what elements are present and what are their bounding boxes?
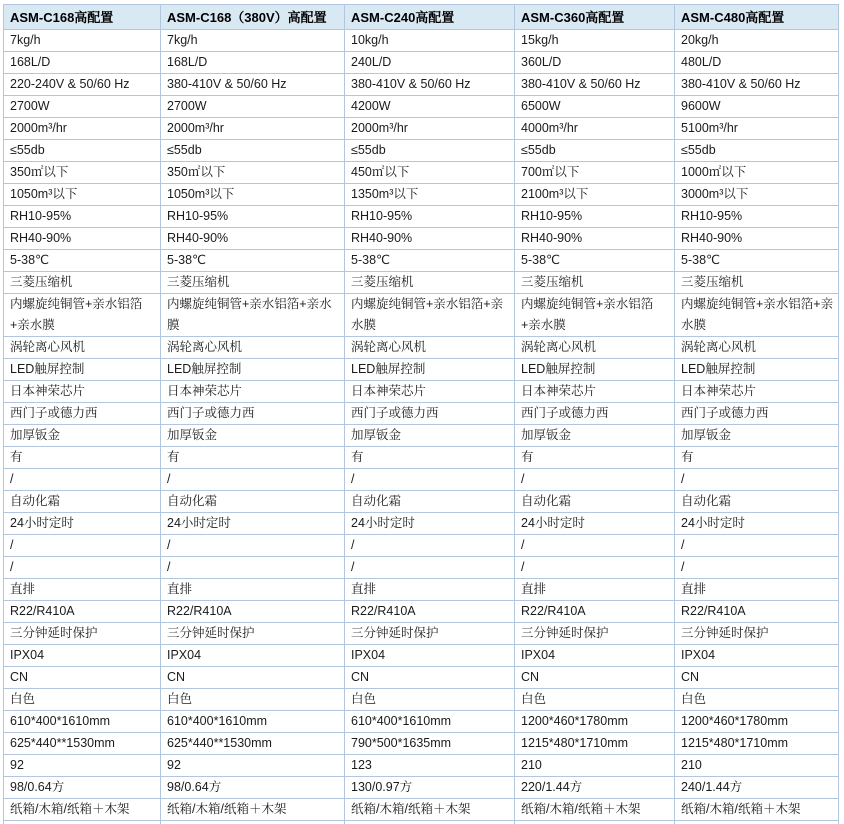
table-cell[interactable]: 内螺旋纯铜管+亲水铝箔+亲水膜 bbox=[345, 294, 515, 337]
table-cell[interactable]: / bbox=[161, 557, 345, 579]
table-cell[interactable]: / bbox=[345, 557, 515, 579]
table-row bbox=[4, 557, 839, 579]
table-cell[interactable]: / bbox=[345, 535, 515, 557]
table-cell[interactable]: 380-410V & 50/60 Hz bbox=[345, 74, 515, 96]
table-cell[interactable]: 9600W bbox=[675, 96, 839, 118]
table-cell[interactable]: RH40-90% bbox=[675, 228, 839, 250]
table-cell[interactable]: R22/R410A bbox=[345, 601, 515, 623]
table-cell[interactable]: 24小时定时 bbox=[675, 513, 839, 535]
table-cell[interactable]: 360L/D bbox=[515, 52, 675, 74]
table-cell[interactable]: CN bbox=[161, 667, 345, 689]
table-cell[interactable]: CN bbox=[4, 667, 161, 689]
table-cell[interactable]: 有 bbox=[4, 447, 161, 469]
table-cell[interactable]: 1200*460*1780mm bbox=[515, 711, 675, 733]
table-cell[interactable]: RH10-95% bbox=[161, 206, 345, 228]
table-cell[interactable]: 1350m³以下 bbox=[345, 184, 515, 206]
table-cell[interactable]: RH40-90% bbox=[161, 228, 345, 250]
table-row bbox=[4, 645, 839, 667]
table-cell[interactable]: 625*440**1530mm bbox=[4, 733, 161, 755]
table-cell[interactable]: 15kg/h bbox=[515, 30, 675, 52]
table-cell[interactable]: 内螺旋纯铜管+亲水铝箔+亲水膜 bbox=[515, 294, 675, 337]
table-cell[interactable]: / bbox=[515, 469, 675, 491]
table-cell[interactable]: 6500W bbox=[515, 96, 675, 118]
table-cell[interactable]: 123 bbox=[345, 755, 515, 777]
table-row bbox=[4, 96, 839, 118]
table-row bbox=[4, 777, 839, 799]
table-cell[interactable]: 220-240V & 50/60 Hz bbox=[4, 74, 161, 96]
table-cell[interactable]: 2000m³/hr bbox=[345, 118, 515, 140]
table-header-row bbox=[4, 5, 839, 30]
table-cell[interactable]: 610*400*1610mm bbox=[345, 711, 515, 733]
table-cell[interactable]: 涡轮离心风机 bbox=[4, 337, 161, 359]
table-cell[interactable]: 98/0.64方 bbox=[4, 777, 161, 799]
table-row bbox=[4, 403, 839, 425]
table-cell[interactable]: 480L/D bbox=[675, 52, 839, 74]
table-cell[interactable]: 350㎡以下 bbox=[4, 162, 161, 184]
table-row bbox=[4, 711, 839, 733]
table-cell[interactable]: 220/1.44方 bbox=[515, 777, 675, 799]
table-cell[interactable]: 98/0.64方 bbox=[161, 777, 345, 799]
table-cell[interactable]: 三菱压缩机 bbox=[161, 272, 345, 294]
table-cell[interactable]: 2700W bbox=[161, 96, 345, 118]
table-cell[interactable]: 加厚钣金 bbox=[515, 425, 675, 447]
table-cell[interactable]: CN bbox=[675, 667, 839, 689]
table-cell[interactable]: 1200*460*1780mm bbox=[675, 711, 839, 733]
table-cell[interactable]: IPX04 bbox=[675, 645, 839, 667]
table-row bbox=[4, 118, 839, 140]
table-cell[interactable]: 加厚钣金 bbox=[675, 425, 839, 447]
table-cell[interactable]: 西门子或德力西 bbox=[4, 403, 161, 425]
table-cell[interactable]: 内螺旋纯铜管+亲水铝箔+亲水膜 bbox=[161, 294, 345, 337]
table-cell[interactable]: 有 bbox=[345, 447, 515, 469]
table-row bbox=[4, 447, 839, 469]
table-cell[interactable]: RH10-95% bbox=[515, 206, 675, 228]
table-cell[interactable]: 625*440**1530mm bbox=[161, 733, 345, 755]
table-cell[interactable]: 加厚钣金 bbox=[4, 425, 161, 447]
table-cell[interactable]: 自动化霜 bbox=[345, 491, 515, 513]
table-body bbox=[4, 30, 839, 821]
table-cell[interactable]: 涡轮离心风机 bbox=[345, 337, 515, 359]
table-cell[interactable]: LED触屏控制 bbox=[675, 359, 839, 381]
table-row bbox=[4, 184, 839, 206]
table-row bbox=[4, 579, 839, 601]
table-cell[interactable]: 自动化霜 bbox=[4, 491, 161, 513]
table-cell[interactable]: 24小时定时 bbox=[345, 513, 515, 535]
table-cell[interactable]: 240/1.44方 bbox=[675, 777, 839, 799]
table-cell[interactable]: 日本神荣芯片 bbox=[161, 381, 345, 403]
table-cell[interactable]: LED触屏控制 bbox=[345, 359, 515, 381]
table-cell[interactable]: RH40-90% bbox=[515, 228, 675, 250]
table-cell[interactable]: 涡轮离心风机 bbox=[161, 337, 345, 359]
table-cell[interactable]: RH40-90% bbox=[345, 228, 515, 250]
table-cell[interactable]: 纸箱/木箱/纸箱＋木架 bbox=[161, 799, 345, 821]
table-cell[interactable]: 白色 bbox=[4, 689, 161, 711]
table-cell[interactable]: 790*500*1635mm bbox=[345, 733, 515, 755]
table-cell[interactable]: 10kg/h bbox=[345, 30, 515, 52]
table-cell[interactable]: 450㎡以下 bbox=[345, 162, 515, 184]
table-row bbox=[4, 755, 839, 777]
column-header-asm-c480[interactable]: ASM-C480高配置 bbox=[675, 5, 839, 30]
table-cell[interactable]: ≤55db bbox=[4, 140, 161, 162]
table-cell[interactable]: 日本神荣芯片 bbox=[345, 381, 515, 403]
table-cell[interactable]: 210 bbox=[675, 755, 839, 777]
table-row bbox=[4, 250, 839, 272]
table-cell[interactable]: / bbox=[675, 557, 839, 579]
spec-table bbox=[3, 4, 839, 824]
table-cell[interactable]: 610*400*1610mm bbox=[4, 711, 161, 733]
table-row bbox=[4, 513, 839, 535]
table-cell[interactable]: 有 bbox=[675, 447, 839, 469]
table-row bbox=[4, 140, 839, 162]
table-cell[interactable]: 西门子或德力西 bbox=[675, 403, 839, 425]
table-cell[interactable]: 380-410V & 50/60 Hz bbox=[675, 74, 839, 96]
table-cell[interactable]: 24小时定时 bbox=[515, 513, 675, 535]
table-cell[interactable]: / bbox=[161, 469, 345, 491]
table-cell[interactable]: 24小时定时 bbox=[4, 513, 161, 535]
table-cell[interactable]: IPX04 bbox=[345, 645, 515, 667]
table-cell[interactable]: IPX04 bbox=[161, 645, 345, 667]
table-cell[interactable]: 直排 bbox=[4, 579, 161, 601]
table-cell[interactable]: / bbox=[675, 535, 839, 557]
table-cell[interactable]: 5-38℃ bbox=[515, 250, 675, 272]
table-cell[interactable]: / bbox=[4, 557, 161, 579]
table-cell[interactable]: / bbox=[4, 469, 161, 491]
table-cell[interactable]: 92 bbox=[161, 755, 345, 777]
table-cell[interactable]: 4200W bbox=[345, 96, 515, 118]
table-cell[interactable]: IPX04 bbox=[4, 645, 161, 667]
table-cell[interactable]: 三菱压缩机 bbox=[345, 272, 515, 294]
table-cell[interactable]: 直排 bbox=[515, 579, 675, 601]
column-header-asm-c240[interactable]: ASM-C240高配置 bbox=[345, 5, 515, 30]
table-row bbox=[4, 74, 839, 96]
table-cell[interactable]: 日本神荣芯片 bbox=[4, 381, 161, 403]
table-row bbox=[4, 30, 839, 52]
table-cell[interactable]: 有 bbox=[161, 447, 345, 469]
table-row bbox=[4, 733, 839, 755]
table-cell[interactable]: R22/R410A bbox=[675, 601, 839, 623]
table-cell[interactable] bbox=[345, 821, 515, 824]
table-cell[interactable]: 日本神荣芯片 bbox=[515, 381, 675, 403]
table-cell[interactable]: / bbox=[515, 557, 675, 579]
table-cell[interactable]: 直排 bbox=[675, 579, 839, 601]
table-cell[interactable]: / bbox=[345, 469, 515, 491]
table-cell[interactable]: 5100m³/hr bbox=[675, 118, 839, 140]
spreadsheet-area bbox=[3, 4, 844, 824]
table-cell[interactable]: LED触屏控制 bbox=[515, 359, 675, 381]
table-cell[interactable]: CN bbox=[345, 667, 515, 689]
table-cell[interactable]: 纸箱/木箱/纸箱＋木架 bbox=[675, 799, 839, 821]
table-cell[interactable]: 92 bbox=[4, 755, 161, 777]
table-cell[interactable]: 5-38℃ bbox=[345, 250, 515, 272]
table-cell[interactable]: 380-410V & 50/60 Hz bbox=[515, 74, 675, 96]
table-cell[interactable]: 三分钟延时保护 bbox=[161, 623, 345, 645]
table-cell[interactable]: IPX04 bbox=[515, 645, 675, 667]
table-cell[interactable]: 自动化霜 bbox=[675, 491, 839, 513]
table-cell[interactable]: 三分钟延时保护 bbox=[345, 623, 515, 645]
table-cell[interactable]: 纸箱/木箱/纸箱＋木架 bbox=[4, 799, 161, 821]
table-row bbox=[4, 623, 839, 645]
table-cell[interactable]: LED触屏控制 bbox=[4, 359, 161, 381]
table-cell[interactable]: 涡轮离心风机 bbox=[515, 337, 675, 359]
table-cell[interactable]: 1050m³以下 bbox=[161, 184, 345, 206]
table-cell[interactable]: 日本神荣芯片 bbox=[675, 381, 839, 403]
table-cell[interactable]: 7kg/h bbox=[4, 30, 161, 52]
table-cell[interactable]: 直排 bbox=[345, 579, 515, 601]
table-cell[interactable]: 610*400*1610mm bbox=[161, 711, 345, 733]
table-cell[interactable]: 涡轮离心风机 bbox=[675, 337, 839, 359]
table-cell[interactable]: 自动化霜 bbox=[515, 491, 675, 513]
table-cell[interactable]: 350㎡以下 bbox=[161, 162, 345, 184]
table-cell[interactable]: 西门子或德力西 bbox=[515, 403, 675, 425]
table-cell[interactable] bbox=[515, 821, 675, 824]
table-cell[interactable]: RH40-90% bbox=[4, 228, 161, 250]
table-cell[interactable]: ≤55db bbox=[161, 140, 345, 162]
table-row bbox=[4, 162, 839, 184]
table-cell[interactable]: 700㎡以下 bbox=[515, 162, 675, 184]
table-cell[interactable]: ≤55db bbox=[515, 140, 675, 162]
table-cell[interactable]: 2100m³以下 bbox=[515, 184, 675, 206]
table-cell[interactable]: RH10-95% bbox=[345, 206, 515, 228]
table-cell[interactable]: 1215*480*1710mm bbox=[515, 733, 675, 755]
table-row bbox=[4, 294, 839, 337]
table-row bbox=[4, 667, 839, 689]
table-cell[interactable]: / bbox=[4, 535, 161, 557]
table-cell[interactable]: 三分钟延时保护 bbox=[675, 623, 839, 645]
table-cell[interactable]: 168L/D bbox=[161, 52, 345, 74]
table-cell[interactable]: 直排 bbox=[161, 579, 345, 601]
table-cell[interactable]: 白色 bbox=[161, 689, 345, 711]
table-row bbox=[4, 206, 839, 228]
table-cell[interactable]: 三分钟延时保护 bbox=[515, 623, 675, 645]
table-cell[interactable]: 白色 bbox=[515, 689, 675, 711]
table-cell[interactable]: 三菱压缩机 bbox=[675, 272, 839, 294]
table-cell[interactable]: 5-38℃ bbox=[161, 250, 345, 272]
table-cell[interactable]: RH10-95% bbox=[675, 206, 839, 228]
table-cell[interactable]: 内螺旋纯铜管+亲水铝箔+亲水膜 bbox=[675, 294, 839, 337]
column-header-asm-c168-380v[interactable]: ASM-C168（380V）高配置 bbox=[161, 5, 345, 30]
table-cell[interactable]: 130/0.97方 bbox=[345, 777, 515, 799]
table-cell[interactable]: 1000㎡以下 bbox=[675, 162, 839, 184]
table-cell[interactable]: 西门子或德力西 bbox=[161, 403, 345, 425]
table-cell[interactable]: ≤55db bbox=[675, 140, 839, 162]
table-row bbox=[4, 228, 839, 250]
table-cell[interactable]: 纸箱/木箱/纸箱＋木架 bbox=[345, 799, 515, 821]
table-row bbox=[4, 689, 839, 711]
table-row bbox=[4, 535, 839, 557]
column-header-asm-c360[interactable]: ASM-C360高配置 bbox=[515, 5, 675, 30]
table-cell[interactable]: 5-38℃ bbox=[675, 250, 839, 272]
table-cell[interactable]: 三菱压缩机 bbox=[4, 272, 161, 294]
table-cell[interactable]: R22/R410A bbox=[4, 601, 161, 623]
table-cell[interactable]: 有 bbox=[515, 447, 675, 469]
table-cell[interactable]: 三菱压缩机 bbox=[515, 272, 675, 294]
table-cell[interactable]: CN bbox=[515, 667, 675, 689]
table-cell[interactable]: 380-410V & 50/60 Hz bbox=[161, 74, 345, 96]
table-cell[interactable]: 1215*480*1710mm bbox=[675, 733, 839, 755]
table-cell[interactable]: 2000m³/hr bbox=[4, 118, 161, 140]
partial-bottom-row bbox=[4, 821, 839, 824]
table-cell[interactable] bbox=[161, 821, 345, 824]
table-cell[interactable]: / bbox=[675, 469, 839, 491]
table-row bbox=[4, 272, 839, 294]
table-cell[interactable]: LED触屏控制 bbox=[161, 359, 345, 381]
table-cell[interactable]: 240L/D bbox=[345, 52, 515, 74]
table-cell[interactable]: 西门子或德力西 bbox=[345, 403, 515, 425]
table-cell[interactable]: 自动化霜 bbox=[161, 491, 345, 513]
table-row bbox=[4, 337, 839, 359]
table-cell[interactable]: 加厚钣金 bbox=[161, 425, 345, 447]
table-cell[interactable]: 24小时定时 bbox=[161, 513, 345, 535]
table-cell[interactable]: 纸箱/木箱/纸箱＋木架 bbox=[515, 799, 675, 821]
table-row bbox=[4, 52, 839, 74]
table-cell[interactable]: 三分钟延时保护 bbox=[4, 623, 161, 645]
table-cell[interactable]: 1050m³以下 bbox=[4, 184, 161, 206]
table-cell[interactable]: 内螺旋纯铜管+亲水铝箔+亲水膜 bbox=[4, 294, 161, 337]
table-cell[interactable]: 5-38℃ bbox=[4, 250, 161, 272]
table-row bbox=[4, 601, 839, 623]
table-cell[interactable]: RH10-95% bbox=[4, 206, 161, 228]
table-cell[interactable]: ≤55db bbox=[345, 140, 515, 162]
table-cell[interactable]: 白色 bbox=[345, 689, 515, 711]
table-cell[interactable] bbox=[675, 821, 839, 824]
table-cell[interactable]: R22/R410A bbox=[515, 601, 675, 623]
table-cell[interactable]: 20kg/h bbox=[675, 30, 839, 52]
table-cell[interactable]: 4000m³/hr bbox=[515, 118, 675, 140]
table-row bbox=[4, 359, 839, 381]
table-row bbox=[4, 799, 839, 821]
table-cell[interactable]: / bbox=[161, 535, 345, 557]
table-cell[interactable] bbox=[4, 821, 161, 824]
table-cell[interactable]: 2000m³/hr bbox=[161, 118, 345, 140]
table-cell[interactable]: / bbox=[515, 535, 675, 557]
table-cell[interactable]: 168L/D bbox=[4, 52, 161, 74]
table-cell[interactable]: 2700W bbox=[4, 96, 161, 118]
column-header-asm-c168[interactable]: ASM-C168高配置 bbox=[4, 5, 161, 30]
table-row bbox=[4, 425, 839, 447]
table-row bbox=[4, 491, 839, 513]
table-cell[interactable]: 加厚钣金 bbox=[345, 425, 515, 447]
table-cell[interactable]: 3000m³以下 bbox=[675, 184, 839, 206]
table-cell[interactable]: R22/R410A bbox=[161, 601, 345, 623]
table-cell[interactable]: 7kg/h bbox=[161, 30, 345, 52]
table-cell[interactable]: 210 bbox=[515, 755, 675, 777]
table-row bbox=[4, 469, 839, 491]
table-row bbox=[4, 381, 839, 403]
table-cell[interactable]: 白色 bbox=[675, 689, 839, 711]
